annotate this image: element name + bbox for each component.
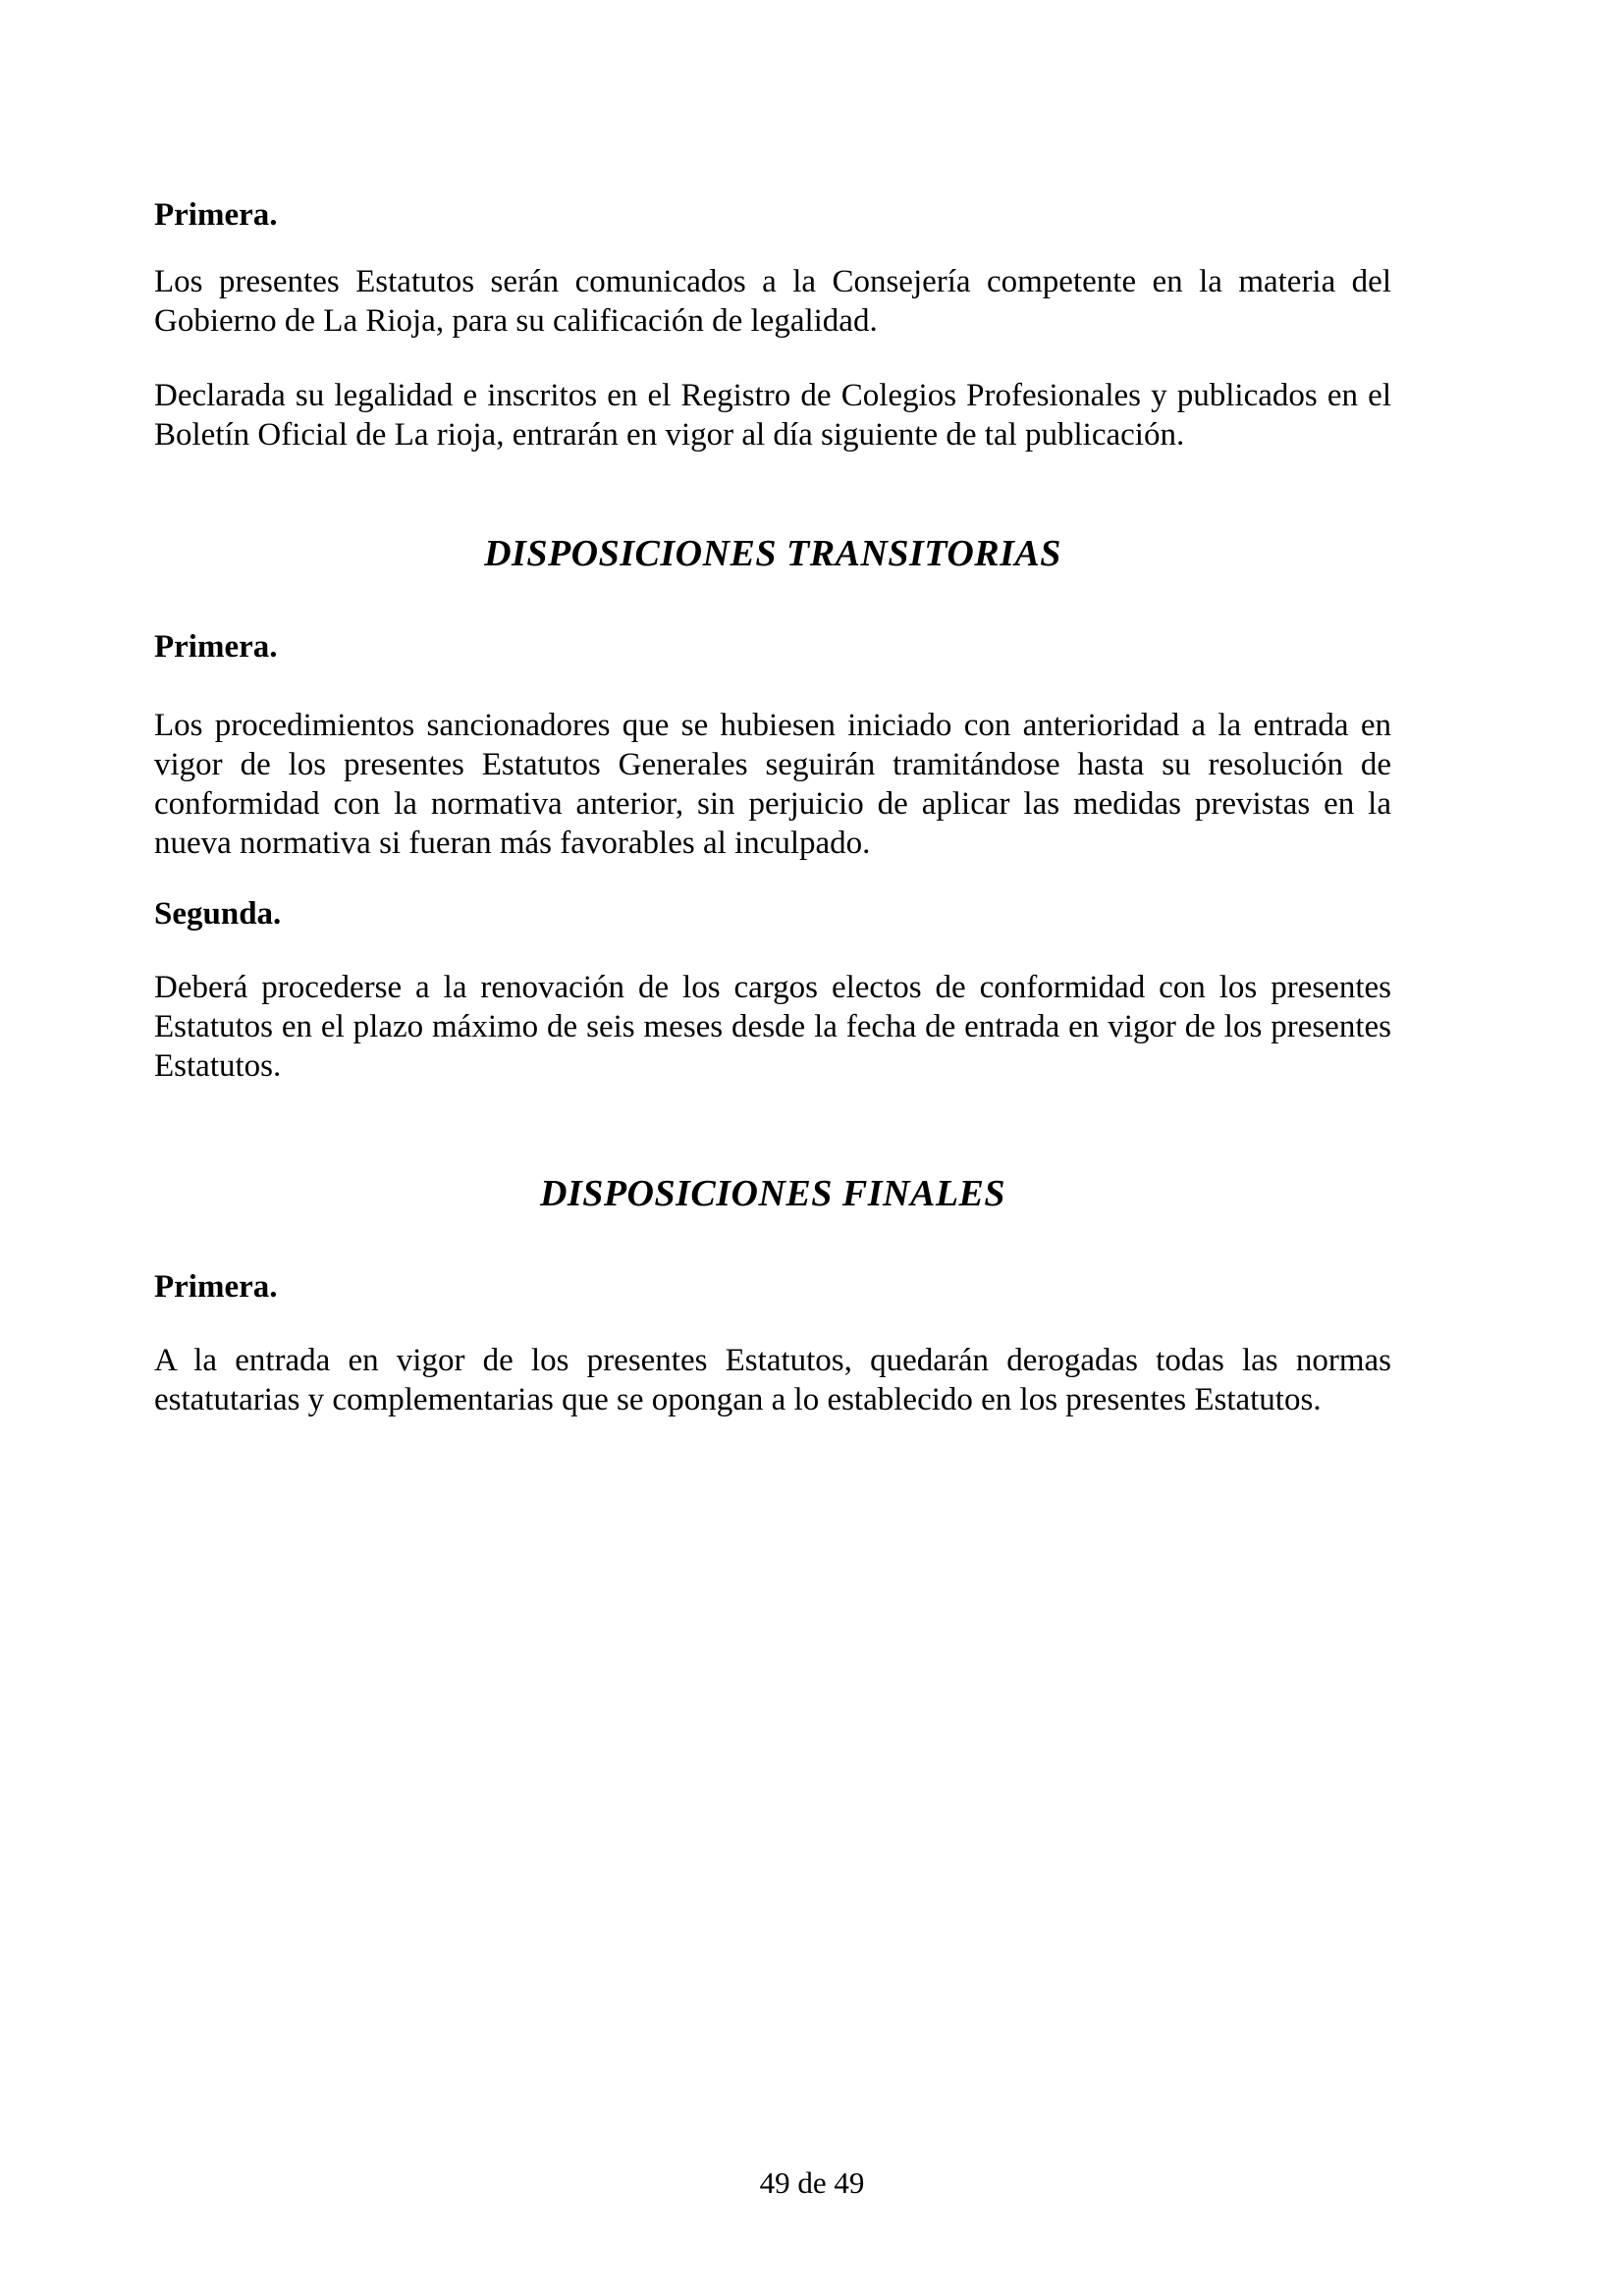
paragraph-entrada-vigor-publicacion: Declarada su legalidad e inscritos en el Registro de Colegios Profesionales y publicados en el Boletín Oficial de La rioja, entrarán en vigor al día siguiente de tal publicación. xyxy=(154,378,1391,453)
paragraph-renovacion-cargos: Deberá procederse a la renovación de los cargos electos de conformidad con los presentes Estatutos en el plazo máximo de seis meses desde la fecha de entrada en vigor de los presentes Estatutos. xyxy=(154,970,1391,1084)
paragraph-procedimientos-sancionadores: Los procedimientos sancionadores que se hubiesen iniciado con anterioridad a la entrada en vigor de los presentes Estatutos Generales seguirán tramitándose hasta su resolución de conformidad con la normativa anterior, sin perjuicio de aplicar las medidas previstas en la nueva normativa si fueran más favorables al inculpado. xyxy=(154,708,1391,861)
section-heading-disposiciones-finales: DISPOSICIONES FINALES xyxy=(539,1173,1006,1214)
document-body xyxy=(154,0,1391,1419)
page-number-indicator: 49 de 49 xyxy=(759,2165,865,2200)
subheading-primera-transitoria: Primera. xyxy=(154,629,278,665)
section-heading-disposiciones-transitorias: DISPOSICIONES TRANSITORIAS xyxy=(484,533,1061,574)
paragraph-derogacion-normas: A la entrada en vigor de los presentes Estatutos, quedarán derogadas todas las normas estatutarias y complementarias que se opongan a lo establecido en los presentes Estatutos. xyxy=(154,1343,1391,1417)
subheading-segunda-transitoria: Segunda. xyxy=(154,896,282,932)
subheading-primera-final: Primera. xyxy=(154,1269,278,1305)
subheading-primera-preliminar: Primera. xyxy=(154,197,278,233)
paragraph-comunicacion-consejeria: Los presentes Estatutos serán comunicados a la Consejería competente en la materia del Gobierno de La Rioja, para su calificación de legalidad. xyxy=(154,264,1391,339)
